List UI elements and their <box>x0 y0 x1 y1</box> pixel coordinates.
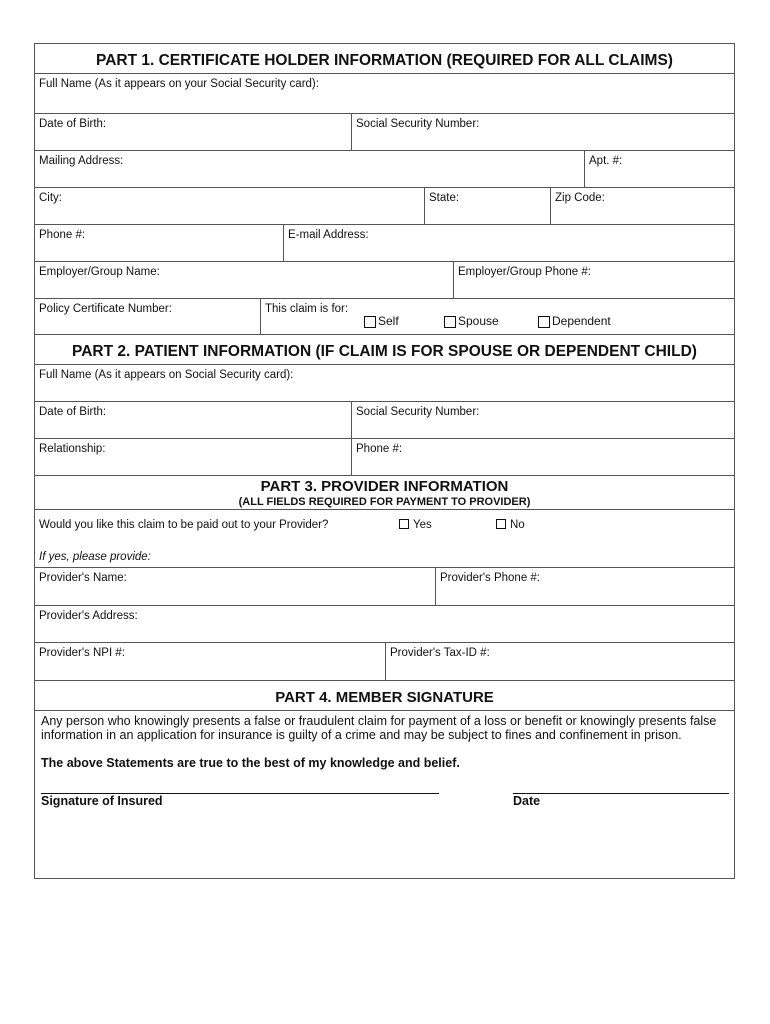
holder-dob-ssn-row <box>35 114 734 151</box>
date-line[interactable] <box>513 793 729 794</box>
pay-provider-question-row <box>35 510 734 542</box>
part1-section <box>35 44 734 335</box>
holder-ssn-field[interactable] <box>352 114 734 150</box>
holder-policy-field[interactable] <box>35 299 261 334</box>
holder-apt-field[interactable] <box>585 151 734 187</box>
no-checkbox[interactable] <box>496 519 506 529</box>
patient-dob-label: Date of Birth: <box>39 406 107 418</box>
holder-full-name-label: Full Name (As it appears on your Social Security card): <box>39 78 319 90</box>
holder-dob-label: Date of Birth: <box>39 118 107 130</box>
holder-city-label: City: <box>39 192 62 204</box>
holder-mailing-field[interactable] <box>35 151 585 187</box>
holder-address-row <box>35 151 734 188</box>
fraud-disclaimer: Any person who knowingly presents a false or fraudulent claim for payment of a loss or benefit or knowingly presents false information in an application for insurance is guilty of a crime and may be subject to fines and confinement in prison. <box>41 714 717 742</box>
spouse-checkbox[interactable] <box>444 316 456 328</box>
part3-header <box>35 476 734 510</box>
self-checkbox[interactable] <box>364 316 376 328</box>
part4-title: PART 4. MEMBER SIGNATURE <box>35 681 734 711</box>
if-yes-row <box>35 542 734 568</box>
holder-email-label: E-mail Address: <box>288 229 369 241</box>
claim-for-spouse-option[interactable] <box>444 314 499 328</box>
yes-label: Yes <box>413 519 432 531</box>
pay-provider-no-option[interactable] <box>496 519 525 531</box>
holder-employer-label: Employer/Group Name: <box>39 266 160 278</box>
holder-state-label: State: <box>429 192 460 204</box>
holder-phone-label: Phone #: <box>39 229 86 241</box>
claim-for-dependent-option[interactable] <box>538 314 611 328</box>
holder-dob-field[interactable] <box>35 114 352 150</box>
patient-dob-field[interactable] <box>35 402 352 438</box>
holder-city-field[interactable] <box>35 188 425 224</box>
holder-ssn-label: Social Security Number: <box>356 118 480 130</box>
patient-dob-ssn-row <box>35 402 734 439</box>
holder-zip-label: Zip Code: <box>555 192 605 204</box>
part2-title: PART 2. PATIENT INFORMATION (IF CLAIM IS FOR SPOUSE OR DEPENDENT CHILD) <box>35 335 734 365</box>
self-label: Self <box>378 314 399 328</box>
claim-for-self-option[interactable] <box>364 314 399 328</box>
holder-contact-row <box>35 225 734 262</box>
part2-section <box>35 335 734 476</box>
dependent-label: Dependent <box>552 314 611 328</box>
claim-form <box>34 43 735 879</box>
pay-provider-yes-option[interactable] <box>399 519 432 531</box>
holder-apt-label: Apt. #: <box>589 155 623 167</box>
holder-zip-field[interactable] <box>551 188 734 224</box>
provider-name-row <box>35 568 734 606</box>
provider-name-label: Provider's Name: <box>39 572 127 584</box>
patient-full-name-field[interactable] <box>35 365 734 402</box>
holder-policy-row <box>35 299 734 335</box>
provider-address-label: Provider's Address: <box>39 610 138 622</box>
holder-city-row <box>35 188 734 225</box>
patient-ssn-field[interactable] <box>352 402 734 438</box>
claim-for-label: This claim is for: <box>265 303 349 315</box>
patient-phone-field[interactable] <box>352 439 734 475</box>
provider-tax-id-field[interactable] <box>386 643 734 680</box>
part4-section <box>35 681 734 841</box>
holder-policy-label: Policy Certificate Number: <box>39 303 172 315</box>
holder-phone-field[interactable] <box>35 225 284 261</box>
patient-relationship-label: Relationship: <box>39 443 106 455</box>
no-label: No <box>510 519 525 531</box>
part3-title: PART 3. PROVIDER INFORMATION <box>260 478 509 495</box>
provider-phone-label: Provider's Phone #: <box>440 572 541 584</box>
holder-full-name-field[interactable] <box>35 74 734 114</box>
dependent-checkbox[interactable] <box>538 316 550 328</box>
holder-employer-row <box>35 262 734 299</box>
provider-npi-field[interactable] <box>35 643 386 680</box>
provider-npi-label: Provider's NPI #: <box>39 647 125 659</box>
holder-email-field[interactable] <box>284 225 734 261</box>
part3-subtitle: (ALL FIELDS REQUIRED FOR PAYMENT TO PROVIDER) <box>238 496 531 508</box>
patient-relationship-field[interactable] <box>35 439 352 475</box>
patient-full-name-label: Full Name (As it appears on Social Security card): <box>39 369 294 381</box>
provider-ids-row <box>35 643 734 681</box>
patient-phone-label: Phone #: <box>356 443 403 455</box>
yes-checkbox[interactable] <box>399 519 409 529</box>
patient-ssn-label: Social Security Number: <box>356 406 480 418</box>
holder-employer-phone-field[interactable] <box>454 262 734 298</box>
holder-employer-field[interactable] <box>35 262 454 298</box>
part3-section <box>35 476 734 681</box>
pay-provider-question: Would you like this claim to be paid out to your Provider? <box>39 519 329 531</box>
signature-label: Signature of Insured <box>41 794 163 808</box>
holder-state-field[interactable] <box>425 188 551 224</box>
holder-mailing-label: Mailing Address: <box>39 155 124 167</box>
provider-name-field[interactable] <box>35 568 436 605</box>
provider-tax-id-label: Provider's Tax-ID #: <box>390 647 490 659</box>
truth-statement: The above Statements are true to the best of my knowledge and belief. <box>41 756 460 770</box>
provider-phone-field[interactable] <box>436 568 734 605</box>
date-label: Date <box>513 794 541 808</box>
provider-address-field[interactable] <box>35 606 734 643</box>
patient-relationship-row <box>35 439 734 476</box>
if-yes-instruction: If yes, please provide: <box>39 551 151 563</box>
holder-employer-phone-label: Employer/Group Phone #: <box>458 266 591 278</box>
part1-title: PART 1. CERTIFICATE HOLDER INFORMATION (REQUIRED FOR ALL CLAIMS) <box>35 44 734 74</box>
spouse-label: Spouse <box>458 314 499 328</box>
